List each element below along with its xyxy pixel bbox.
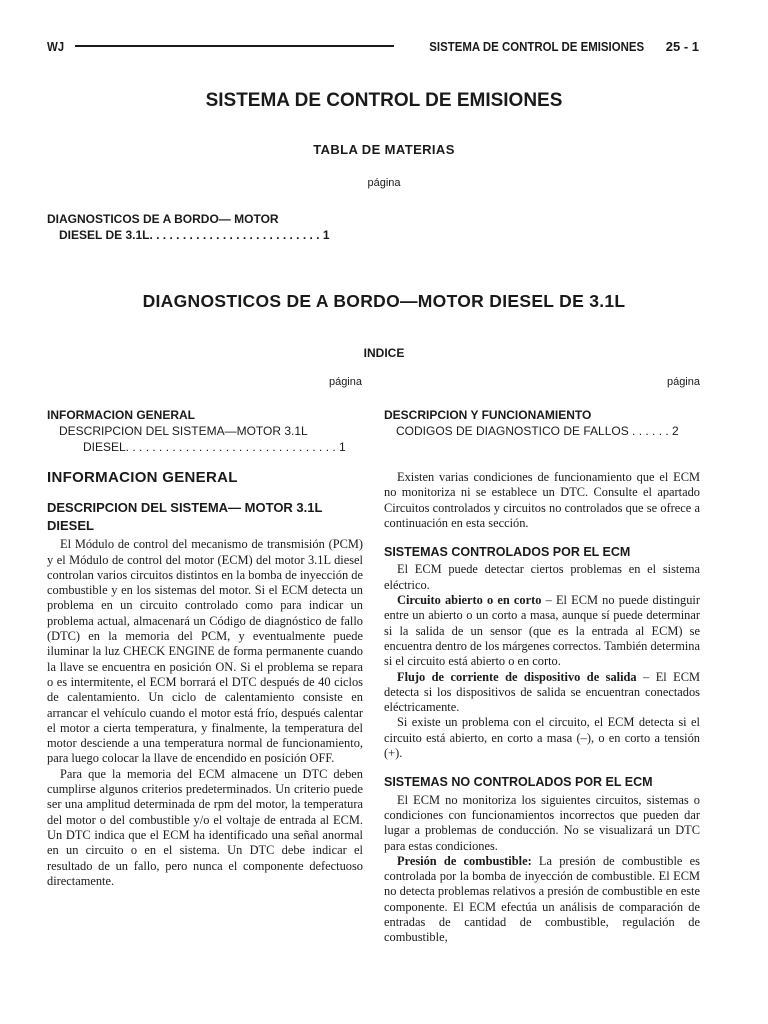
paragraph: El Módulo de control del mecanismo de transmisión (PCM) y el Módulo de control del motor (ECM) del motor 3.1L diesel controlan varios circuitos distintos en la bomba de inyección de combustible y en los sistemas del motor. Si el ECM detecta un problema en un circuito controlado como para indicar un problema actual, almacenará un Código de diagnóstico de fallo (DTC) en la memoria del PCM, y eventualmente puede iluminar la luz CHECK ENGINE de forma permanente cuando la llave se encuentra en posición ON. Si el problema se repara o es intermitente, el ECM borrará el DTC después de 40 ciclos de calentamiento. Un ciclo de calentamiento consiste en arrancar el vehículo cuando el motor está frío, después calentar el motor a cierta temperatura, y finalmente, la temperatura del motor desciende a una temperatura normal de funcionamiento, para luego colocar la llave de encendido en posición OFF.: [47, 537, 363, 766]
index-item-system-description-cont[interactable]: DIESEL. . . . . . . . . . . . . . . . . . . . . . . . . . . . . . . . 1: [83, 440, 346, 454]
header-rule: [75, 45, 394, 47]
paragraph-flow: [384, 670, 700, 716]
index-page-label-left: página: [328, 376, 362, 388]
paragraph: Si existe un problema con el circuito, el ECM detecta si el circuito está abierto, en corto a masa (–), o en corto a tensión (+).: [384, 715, 700, 761]
text-flow: – El ECM detecta si los dispositivos de salida se encuentran conectados eléctricamente.: [384, 669, 700, 715]
paragraph-pressure: [384, 854, 700, 946]
text-circuit: – El ECM no puede distinguir entre un abierto o un corto a masa, aunque sí puede determinar si la salida de un sensor (que es la entrada al ECM) se encuentra dentro de los márgenes correctos. También determina si el circuito está abierto o en corto.: [384, 593, 700, 669]
heading-not-controlled-systems: SISTEMAS NO CONTROLADOS POR EL ECM: [384, 775, 653, 790]
lead-flow: Flujo de corriente de dispositivo de salida: [397, 669, 637, 684]
toc-title: TABLA DE MATERIAS: [313, 142, 455, 157]
index-item-diagnostic-codes[interactable]: CODIGOS DE DIAGNOSTICO DE FALLOS . . . . . . 2: [396, 424, 679, 438]
header-section-name: SISTEMA DE CONTROL DE EMISIONES: [428, 38, 644, 54]
header-model-code: WJ: [47, 38, 65, 54]
running-header: [47, 36, 699, 56]
toc-page-label: página: [367, 177, 401, 189]
index-item-system-description[interactable]: DESCRIPCION DEL SISTEMA—MOTOR 3.1L: [59, 424, 308, 438]
toc-entry-line1: DIAGNOSTICOS DE A BORDO— MOTOR: [47, 212, 279, 226]
paragraph: Para que la memoria del ECM almacene un DTC deben cumplirse algunos criterios predeterminados. Un criterio puede ser una amplitud determinada de rpm del motor, la temperatura del motor o del combustible y/o el voltaje de entrada al ECM. Un DTC indica que el ECM ha identificado una señal anormal en un circuito o en el sistema. Un DTC debe indicar el resultado de un fallo, pero nunca el componente defectuoso directamente.: [47, 766, 363, 888]
index-page-label-right: página: [666, 376, 700, 388]
index-heading-description-operation: DESCRIPCION Y FUNCIONAMIENTO: [384, 408, 592, 422]
text-pressure: La presión de combustible es controlada por la bomba de inyección de combustible. El ECM no detecta problemas relativos a presión de combustible en este componente. El ECM efectúa un análisis de comparación de entradas de cantidad de combustible, regulación de combustible,: [384, 853, 700, 945]
paragraph-circuit: [384, 593, 700, 669]
toc-entry-line2: DIESEL DE 3.1L. . . . . . . . . . . . . . . . . . . . . . . . . . 1: [59, 228, 330, 242]
index-right: [384, 407, 700, 439]
index-heading-general-info: INFORMACION GENERAL: [47, 408, 195, 422]
header-page-number: 25 - 1: [665, 38, 699, 54]
index-left: [47, 407, 362, 455]
document-title: SISTEMA DE CONTROL DE EMISIONES: [205, 90, 563, 111]
paragraph: El ECM puede detectar ciertos problemas en el sistema eléctrico.: [384, 562, 700, 592]
lead-circuit: Circuito abierto o en corto: [397, 593, 542, 608]
heading-system-description: DESCRIPCION DEL SISTEMA— MOTOR 3.1L DIESEL: [47, 500, 323, 534]
paragraph: El ECM no monitoriza los siguientes circuitos, sistemas o condiciones con funcionamientos incorrectos que pueden dar lugar a problemas de conducción. No se visualizará un DTC para estas condiciones.: [384, 792, 700, 853]
heading-general-info: INFORMACION GENERAL: [47, 469, 238, 486]
body-column-right: [384, 470, 700, 946]
toc-entry[interactable]: [47, 211, 367, 243]
paragraph: Existen varias condiciones de funcionamiento que el ECM no monitoriza ni se establece un DTC. Consulte el apartado Circuitos controlados y circuitos no controlados que se ofrece a continuación en esta sección.: [384, 470, 700, 530]
section-title: DIAGNOSTICOS DE A BORDO—MOTOR DIESEL DE 3.1L: [142, 291, 626, 311]
index-title: INDICE: [363, 346, 405, 360]
body-column-left: [47, 470, 363, 889]
heading-controlled-systems: SISTEMAS CONTROLADOS POR EL ECM: [384, 545, 631, 560]
lead-pressure: Presión de combustible:: [397, 853, 532, 868]
